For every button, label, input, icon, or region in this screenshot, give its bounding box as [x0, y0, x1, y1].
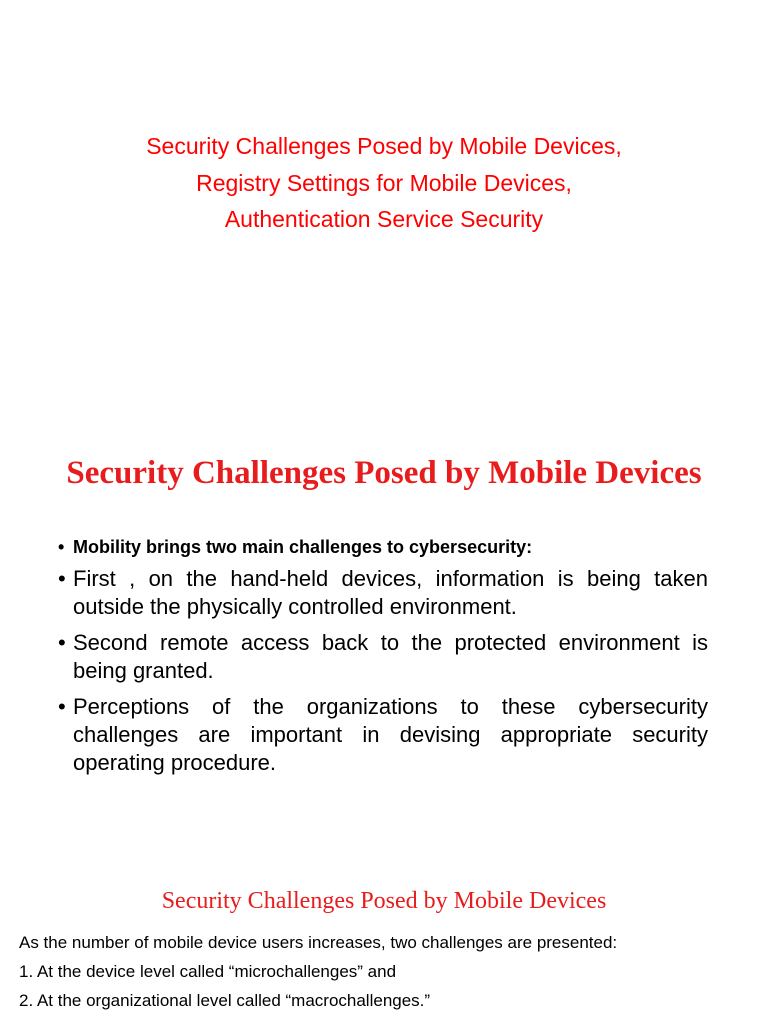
title-line: Authentication Service Security: [224, 206, 544, 232]
slide-2: [0, 440, 768, 840]
slide-3: [0, 880, 768, 1024]
slide-1: [0, 0, 768, 290]
text-line: As the number of mobile device users increases, two challenges are presented:: [19, 933, 618, 952]
bullet-list: [58, 535, 708, 785]
bullet-item: • Perceptions of the organizations to these cybersecurity challenges are important in devising appropriate security operating procedure.: [58, 693, 708, 777]
slide-3-title: Security Challenges Posed by Mobile Devices: [161, 888, 607, 914]
slide-2-title: Security Challenges Posed by Mobile Devices: [66, 455, 702, 491]
bullet-item: • Mobility brings two main challenges to cybersecurity:: [58, 535, 708, 559]
text-line: 1. At the device level called “microchallenges” and: [19, 962, 397, 981]
text-line: 2. At the organizational level called “macrochallenges.”: [19, 991, 431, 1010]
text-lines: [19, 928, 759, 1015]
slide-1-title: [0, 128, 768, 238]
title-line: Registry Settings for Mobile Devices,: [196, 169, 572, 196]
bullet-item: • Second remote access back to the protected environment is being granted.: [58, 629, 708, 685]
title-line: Security Challenges Posed by Mobile Devices,: [146, 133, 622, 159]
bullet-item: • First , on the hand-held devices, information is being taken outside the physically controlled environment.: [58, 565, 708, 621]
